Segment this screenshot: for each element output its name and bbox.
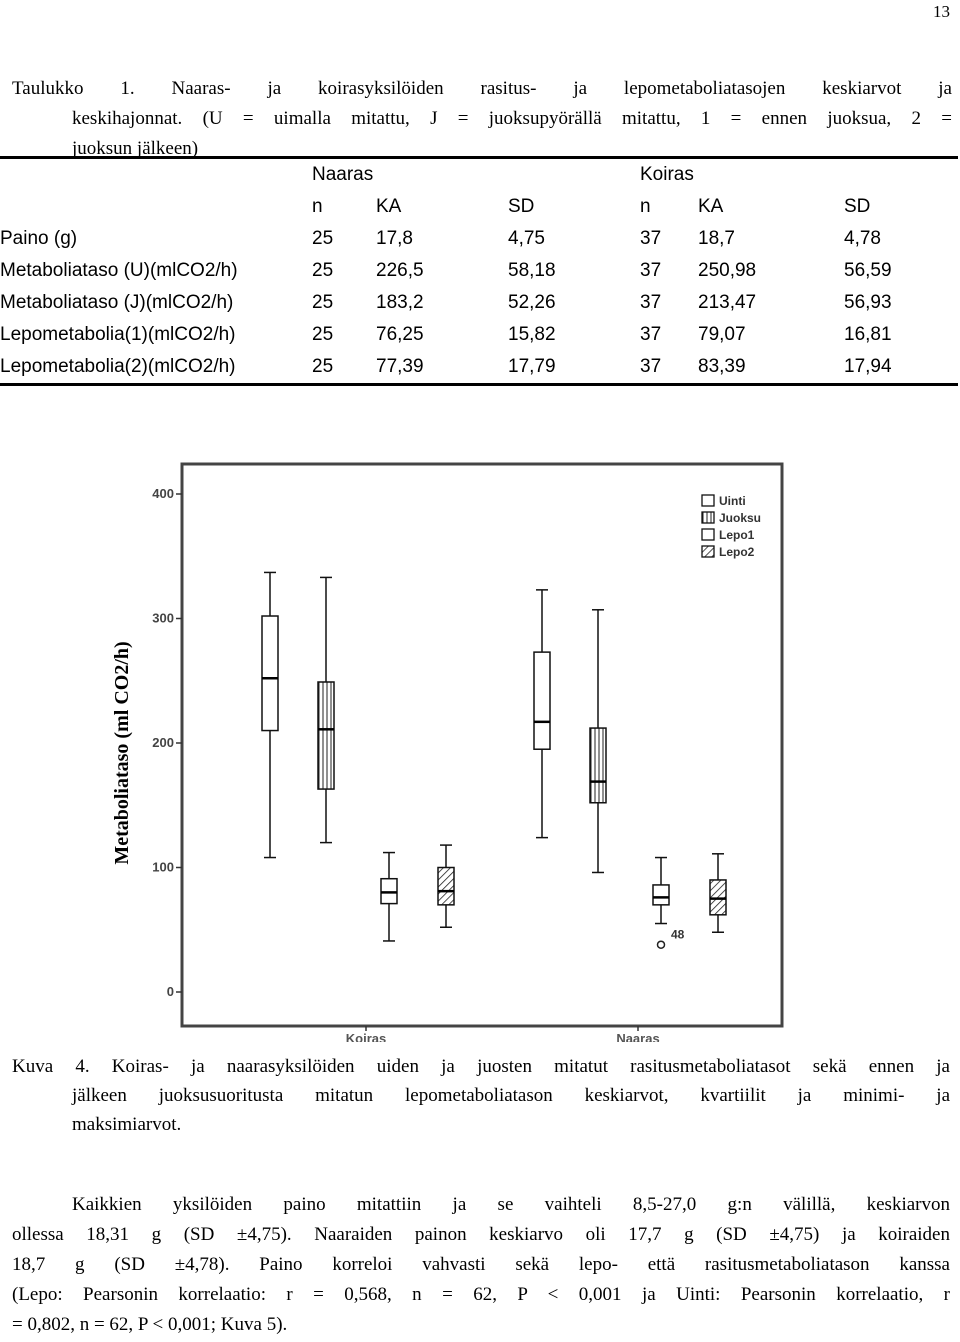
legend-swatch xyxy=(702,512,714,523)
table-row xyxy=(0,223,958,255)
cell: 52,26 xyxy=(508,292,556,313)
cell: 37 xyxy=(640,324,662,345)
cell: 25 xyxy=(312,228,334,249)
column-header: KA xyxy=(376,196,402,217)
boxplot-chart xyxy=(106,462,786,1042)
cell: 17,8 xyxy=(376,228,413,249)
y-axis-label: Metaboliataso (ml CO2/h) xyxy=(111,641,133,865)
cell: 37 xyxy=(640,260,662,281)
cell: 16,81 xyxy=(844,324,892,345)
cell: 37 xyxy=(640,292,662,313)
paragraph-line: = 0,802, n = 62, P < 0,001; Kuva 5). xyxy=(12,1314,288,1335)
x-tick-label: Koiras xyxy=(345,1031,387,1042)
figure-caption-line: Kuva 4. Koiras- ja naarasyksilöiden uiden ja juosten mitatut rasitusmetaboliatasot sekä ennen ja xyxy=(12,1056,950,1077)
box xyxy=(438,868,454,905)
column-header: n xyxy=(640,196,651,217)
y-tick-label: 300 xyxy=(152,610,174,626)
cell: 25 xyxy=(312,260,334,281)
paragraph-line: (Lepo: Pearsonin korrelaatio: r = 0,568, n = 62, P < 0,001 ja Uinti: Pearsonin korrelaatio, r xyxy=(12,1284,950,1305)
figure-caption xyxy=(12,1052,950,1139)
row-label: Lepometabolia(2)(mlCO2/h) xyxy=(0,351,312,385)
cell: 25 xyxy=(312,351,376,385)
column-header: SD xyxy=(508,196,535,217)
cell: 25 xyxy=(312,292,334,313)
box xyxy=(318,682,334,789)
table-row xyxy=(0,351,958,385)
cell: 37 xyxy=(640,351,698,385)
cell: 58,18 xyxy=(508,260,556,281)
cell: 4,78 xyxy=(844,228,881,249)
y-tick-label: 100 xyxy=(152,859,174,875)
cell: 213,47 xyxy=(698,292,757,313)
row-label: Lepometabolia(1)(mlCO2/h) xyxy=(0,324,236,345)
column-header: SD xyxy=(844,196,871,217)
cell: 17,94 xyxy=(844,351,958,385)
table-caption-line: Taulukko 1. Naaras- ja koirasyksilöiden rasitus- ja lepometaboliatasojen keskiarvot ja xyxy=(12,78,952,99)
cell: 25 xyxy=(312,324,334,345)
box xyxy=(262,616,278,731)
cell: 83,39 xyxy=(698,351,844,385)
table-row xyxy=(0,319,958,351)
stats-table xyxy=(0,156,958,386)
cell: 18,7 xyxy=(698,228,735,249)
legend-label: Juoksu xyxy=(719,511,762,525)
outlier-label: 48 xyxy=(671,927,685,942)
paragraph-line: 18,7 g (SD ±4,78). Paino korreloi vahvasti sekä lepo- että rasitusmetaboliatason kanssa xyxy=(12,1254,950,1275)
column-header-row xyxy=(0,191,958,223)
row-label: Paino (g) xyxy=(0,228,78,249)
table-row xyxy=(0,287,958,319)
legend-swatch xyxy=(702,546,714,557)
cell: 76,25 xyxy=(376,324,424,345)
cell: 56,59 xyxy=(844,260,892,281)
group-header-row xyxy=(0,158,958,192)
x-tick-label: Naaras xyxy=(616,1031,660,1042)
table-row xyxy=(0,255,958,287)
cell: 79,07 xyxy=(698,324,746,345)
row-label: Metaboliataso (J)(mlCO2/h) xyxy=(0,292,234,313)
cell: 37 xyxy=(640,228,662,249)
cell: 226,5 xyxy=(376,260,424,281)
legend-swatch xyxy=(702,529,714,540)
page-number: 13 xyxy=(933,2,950,21)
group-header-koiras: Koiras xyxy=(640,158,958,192)
cell: 56,93 xyxy=(844,292,892,313)
cell: 15,82 xyxy=(508,324,556,345)
legend-label: Uinti xyxy=(719,494,746,508)
row-label: Metaboliataso (U)(mlCO2/h) xyxy=(0,260,238,281)
table-caption-line: juoksun jälkeen) xyxy=(72,138,199,159)
y-tick-label: 200 xyxy=(152,735,174,750)
box xyxy=(534,652,550,749)
box xyxy=(590,728,606,803)
table-caption-line: keskihajonnat. (U = uimalla mitattu, J = juoksupyörällä mitattu, 1 = ennen juoksua, 2 = xyxy=(72,108,952,129)
legend-swatch xyxy=(702,495,714,506)
paragraph-line: Kaikkien yksilöiden paino mitattiin ja se vaihteli 8,5-27,0 g:n välillä, keskiarvon xyxy=(72,1194,950,1215)
cell: 183,2 xyxy=(376,292,424,313)
cell: 4,75 xyxy=(508,228,545,249)
y-tick-label: 0 xyxy=(166,984,174,999)
figure-caption-line: maksimiarvot. xyxy=(72,1114,182,1135)
column-header: n xyxy=(312,196,323,217)
y-tick-label: 400 xyxy=(152,486,174,501)
paragraph-line: ollessa 18,31 g (SD ±4,75). Naaraiden painon keskiarvo oli 17,7 g (SD ±4,75) ja koiraiden xyxy=(12,1224,950,1245)
chart-canvas xyxy=(106,462,786,1042)
column-header: KA xyxy=(698,196,724,217)
box xyxy=(653,885,669,905)
cell: 250,98 xyxy=(698,260,757,281)
legend-label: Lepo2 xyxy=(719,545,755,559)
body-paragraph xyxy=(12,1190,950,1340)
cell: 77,39 xyxy=(376,351,508,385)
cell: 17,79 xyxy=(508,351,640,385)
group-header-naaras: Naaras xyxy=(312,158,640,192)
figure-caption-line: jälkeen juoksusuoritusta mitatun lepometaboliatason keskiarvot, kvartiilit ja minimi- ja xyxy=(72,1085,950,1106)
legend-label: Lepo1 xyxy=(719,528,755,542)
plot-frame xyxy=(182,464,782,1026)
table-caption xyxy=(12,74,952,164)
